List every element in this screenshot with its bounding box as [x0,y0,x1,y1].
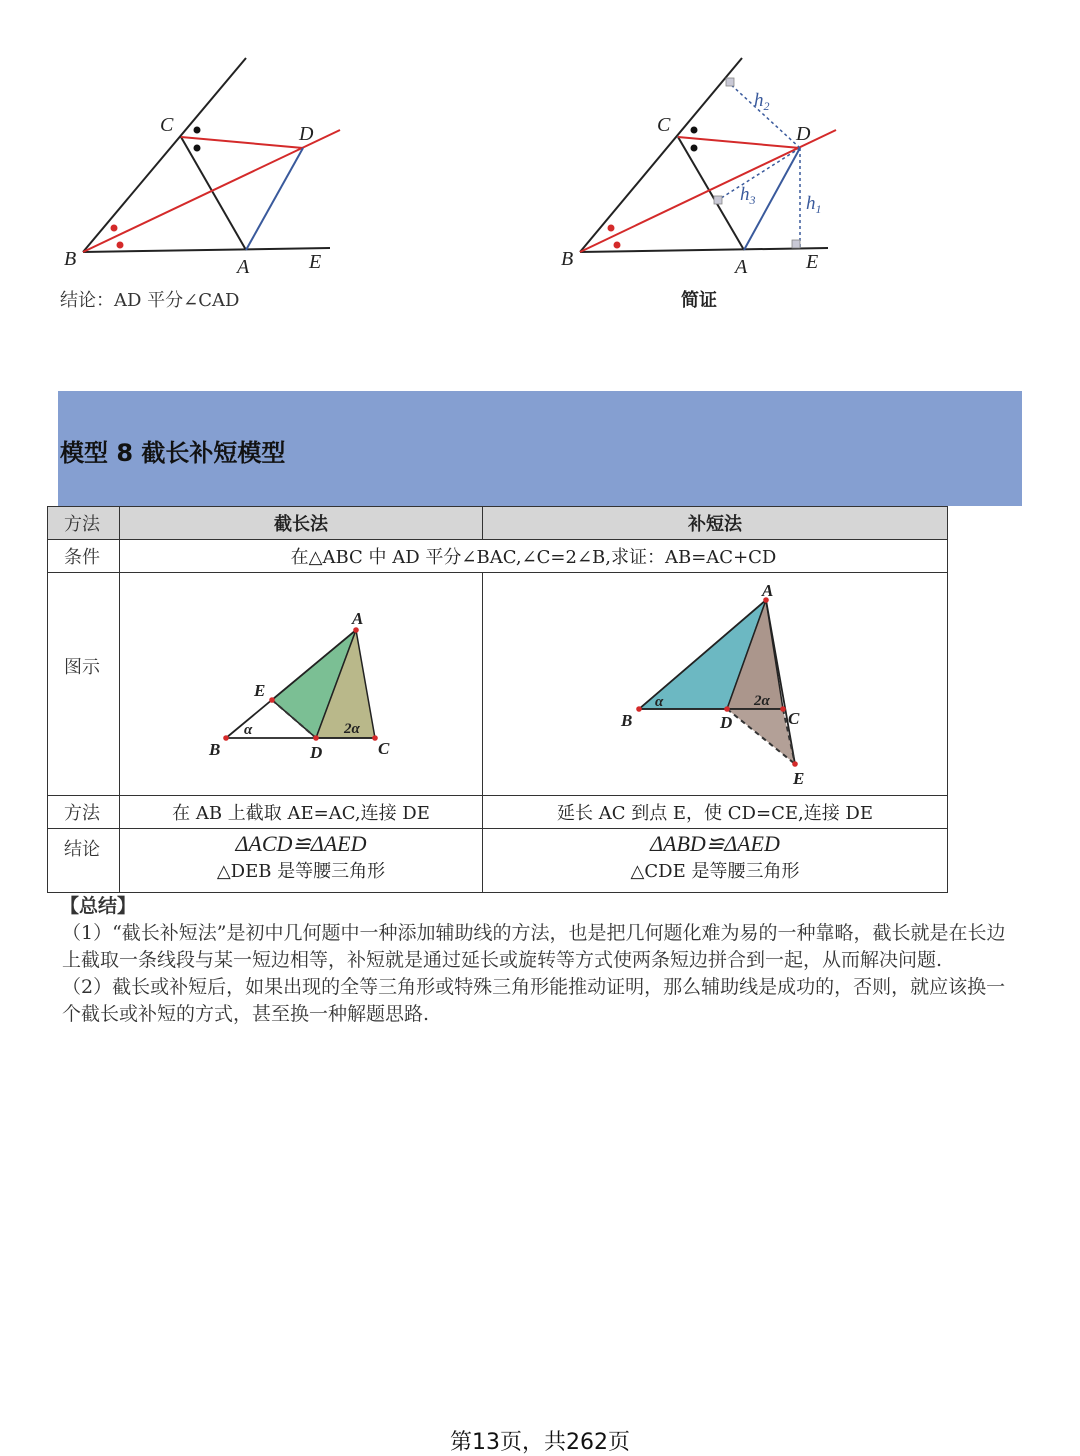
point-label-c: C [657,114,671,136]
table-row-figure [48,573,948,796]
conclusion-extend-short [483,829,948,893]
fig1-alpha: α [244,722,253,738]
fig2-label-c: C [788,709,800,728]
point-label-d: D [796,123,811,145]
left-figure-caption: 结论：AD 平分∠CAD [60,290,240,311]
fig1-label-c: C [378,739,390,758]
header-extend-short: 补短法 [483,507,948,540]
fig2-two-alpha: 2α [754,693,770,709]
table-header-row [48,507,948,540]
point-label-b: B [561,248,574,270]
point-label-a: A [735,256,748,278]
figure-angle-bisector-right [550,40,850,290]
point-label-e: E [806,251,819,273]
header-method: 方法 [48,507,120,540]
fig2-label-b: B [621,711,633,730]
point-label-e: E [309,251,322,273]
page-number: 第13页，共262页 [450,1430,630,1455]
summary-paragraph-2: （2）截长或补短后，如果出现的全等三角形或特殊三角形能推动证明，那么辅助线是成功的，否则，就应该换一个截长或补短的方式，甚至换一种解题思路. [62,976,1006,1025]
point-label-b: B [64,248,77,270]
figure-extend-short [483,573,947,795]
figure-cell-cut-long [120,573,483,796]
conclusion1-note: △DEB 是等腰三角形 [216,861,386,882]
fig2-alpha: α [655,694,664,710]
condition-text: 在△ABC 中 AD 平分∠BAC,∠C=2∠B,求证：AB=AC+CD [120,540,948,573]
model-table [47,506,948,893]
condition-label: 条件 [48,540,120,573]
label-h2: $h_2$ [754,90,770,113]
label-h3: $h_3$ [740,184,756,207]
method-label: 方法 [48,796,120,829]
fig1-two-alpha: 2α [344,721,360,737]
method-extend-short: 延长 AC 到点 E，使 CD=CE,连接 DE [483,796,948,829]
fig2-label-d: D [720,713,733,732]
fig2-label-a: A [762,581,774,600]
conclusion-cut-long [120,829,483,893]
figure-cut-long [120,573,482,795]
point-label-d: D [299,123,314,145]
figure-angle-bisector-left [40,40,360,290]
fig1-label-d: D [310,743,323,762]
conclusion1-congruence: ΔACD≌ΔAED [235,831,367,856]
conclusion2-note: △CDE 是等腰三角形 [630,861,800,882]
method-cut-long: 在 AB 上截取 AE=AC,连接 DE [120,796,483,829]
fig1-label-b: B [209,740,221,759]
label-h1: $h_1$ [806,193,822,216]
conclusion2-congruence: ΔABD≌ΔAED [650,831,780,856]
figure-cell-extend-short [483,573,948,796]
table-row-conclusion [48,829,948,893]
header-cut-long: 截长法 [120,507,483,540]
fig1-label-e: E [254,681,266,700]
table-row-method [48,796,948,829]
fig2-label-e: E [793,769,805,788]
section-title: 模型 8 截长补短模型 [60,439,286,467]
figure-label: 图示 [48,573,120,796]
summary-paragraph-1: （1）“截长补短法”是初中几何题中一种添加辅助线的方法，也是把几何题化难为易的一种靠略，截长就是在长边上截取一条线段与某一短边相等，补短就是通过延长或旋转等方式使两条短边拼合到一起，从而解决问题. [62,922,1006,971]
section-banner [58,391,1022,506]
fig1-label-a: A [352,609,364,628]
table-row-condition [48,540,948,573]
conclusion-label: 结论 [48,829,120,893]
right-figure-caption: 简证 [681,290,717,311]
summary-block [62,893,1024,1028]
point-label-a: A [237,256,250,278]
summary-heading: 【总结】 [60,895,137,917]
point-label-c: C [160,114,174,136]
